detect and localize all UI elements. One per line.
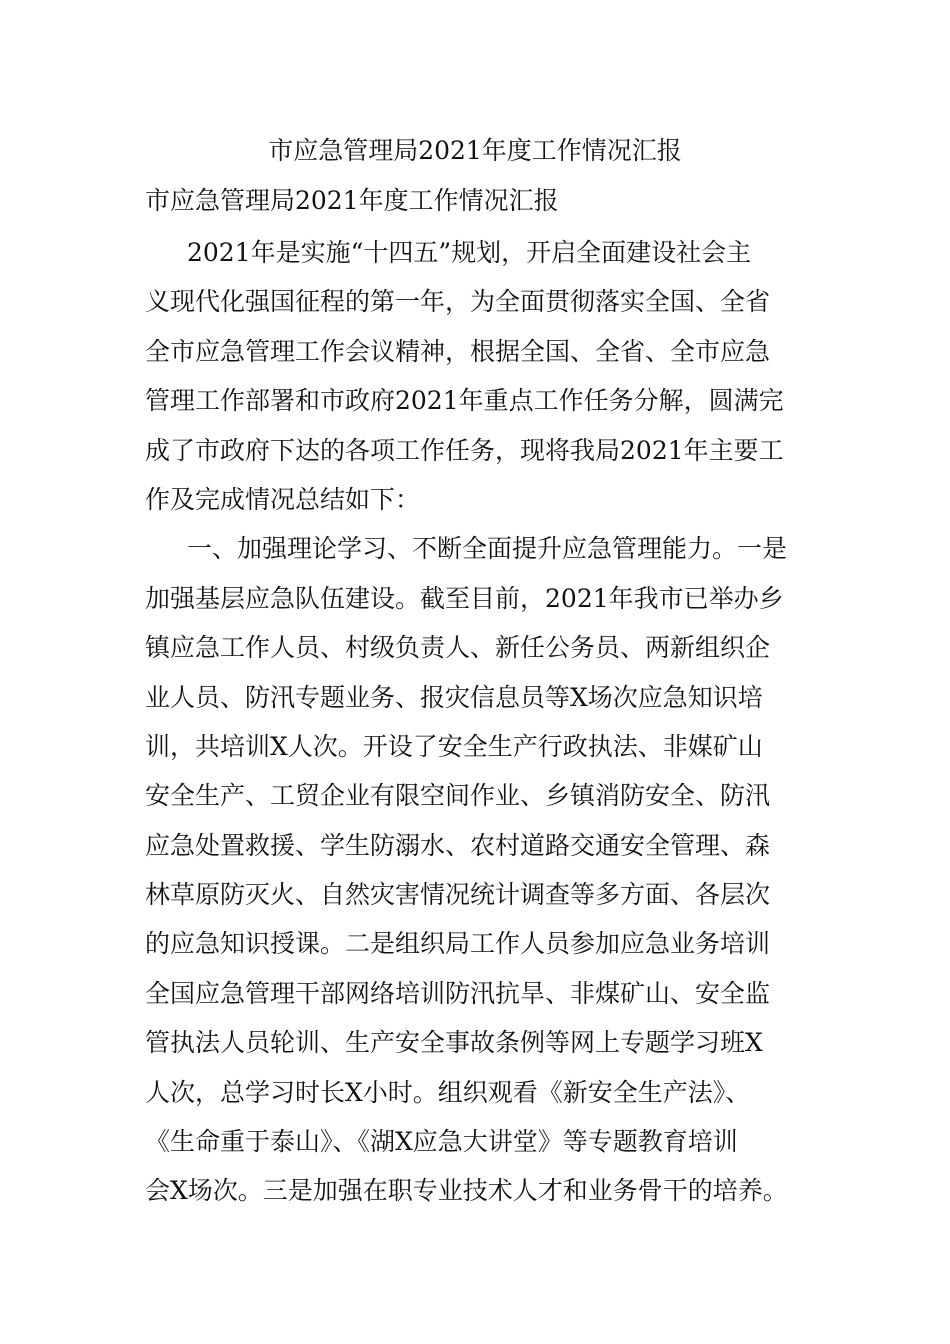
paragraph-line: 会X场次。三是加强在职专业技术人才和业务骨干的培养。 <box>145 1176 788 1206</box>
document-subtitle: 市应急管理局2021年度工作情况汇报 <box>145 186 559 215</box>
paragraph-line: 全市应急管理工作会议精神，根据全国、全省、全市应急 <box>145 336 771 366</box>
paragraph-line: 管执法人员轮训、生产安全事故条例等网上专题学习班X <box>145 1028 763 1058</box>
paragraph-line: 管理工作部署和市政府2021年重点工作任务分解，圆满完 <box>145 386 784 416</box>
document-title: 市应急管理局2021年度工作情况汇报 <box>268 136 682 165</box>
paragraph-line: 安全生产、工贸企业有限空间作业、乡镇消防安全、防汛 <box>145 781 771 811</box>
paragraph-line: 作及完成情况总结如下： <box>145 484 421 514</box>
paragraph-line: 一、加强理论学习、不断全面提升应急管理能力。一是 <box>187 534 788 564</box>
paragraph-line: 应急处置救援、学生防溺水、农村道路交通安全管理、森 <box>145 830 771 860</box>
paragraph-line: 训，共培训X人次。开设了安全生产行政执法、非媒矿山 <box>145 731 763 761</box>
paragraph-line: 2021年是实施“十四五”规划，开启全面建设社会主 <box>187 238 752 267</box>
paragraph-line: 林草原防灭火、自然灾害情况统计调查等多方面、各层次 <box>145 880 771 910</box>
paragraph-line: 人次，总学习时长X小时。组织观看《新安全生产法》、 <box>145 1077 751 1107</box>
paragraph-line: 《生命重于泰山》、《湖X应急大讲堂》等专题教育培训 <box>145 1127 738 1157</box>
paragraph-line: 的应急知识授课。二是组织局工作人员参加应急业务培训 <box>145 929 771 959</box>
paragraph-line: 业人员、防汛专题业务、报灾信息员等X场次应急知识培 <box>145 682 763 712</box>
paragraph-line: 义现代化强国征程的第一年，为全面贯彻落实全国、全省 <box>145 287 771 317</box>
paragraph-line: 成了市政府下达的各项工作任务，现将我局2021年主要工 <box>145 435 784 465</box>
paragraph-line: 镇应急工作人员、村级负责人、新任公务员、两新组织企 <box>145 633 771 663</box>
paragraph-line: 全国应急管理干部网络培训防汛抗旱、非煤矿山、安全监 <box>145 978 771 1008</box>
paragraph-line: 加强基层应急队伍建设。截至目前，2021年我市已举办乡 <box>145 583 784 613</box>
document-body <box>145 228 810 1216</box>
